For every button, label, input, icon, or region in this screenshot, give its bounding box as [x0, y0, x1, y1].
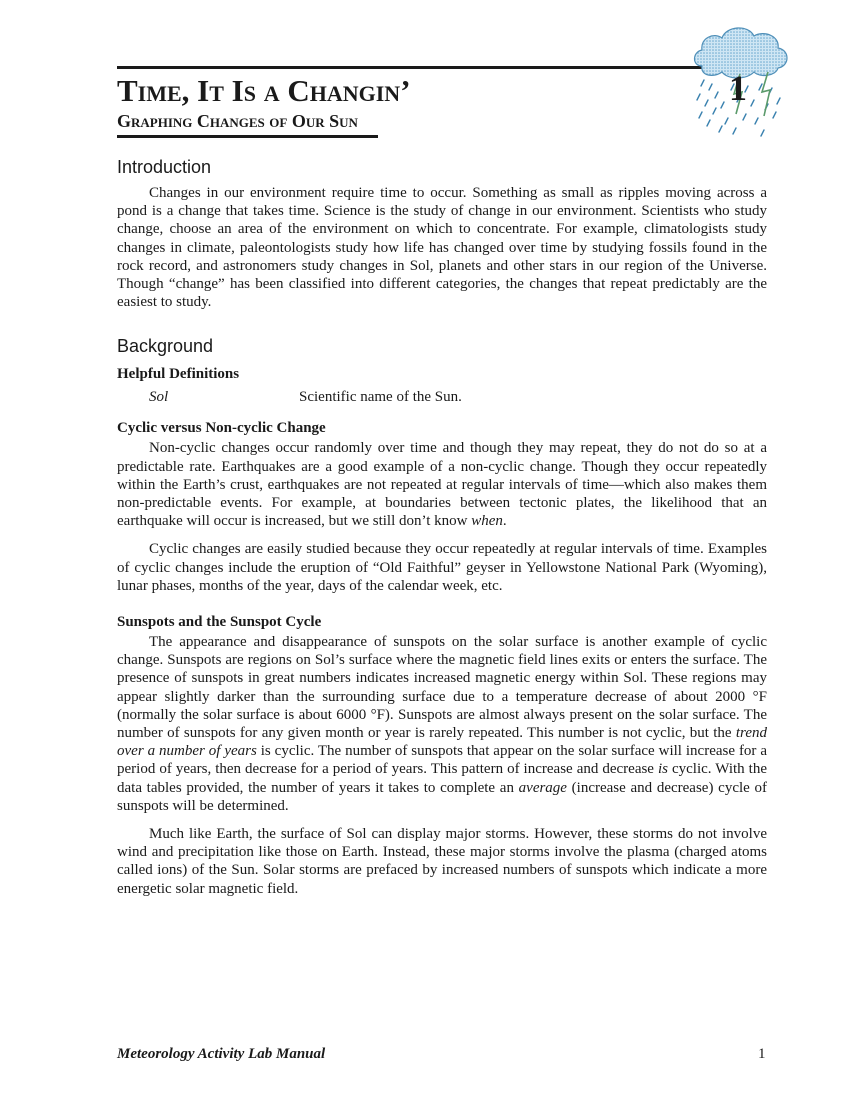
footer-page-number: 1 — [758, 1046, 766, 1062]
sunspots-p1-text-b: is cyclic. The number of sunspots that appear on the solar surface will increase for a period of years, then decrease for a period of years. This pattern of increase and decrease — [117, 743, 768, 778]
sunspots-p1-emphasis-1: trend over a number of years — [117, 725, 767, 760]
sunspots-p1-text-d: (increase and decrease) cycle of sunspots will be determined. — [117, 779, 767, 814]
definition-row — [117, 387, 767, 407]
cyclic-paragraph-2: Cyclic changes are easily studied because they occur repeatedly at regular intervals of time. Examples of cyclic changes include the eruption of “Old Faithful” geyser in Yellowstone National Park (Wyoming), lunar phases, months of the year, days of the calendar week, etc. — [117, 541, 767, 594]
definition-term: Sol — [149, 389, 169, 406]
introduction-heading: Introduction — [117, 157, 212, 177]
sunspots-p1-emphasis-2: is — [657, 761, 668, 778]
sunspots-heading: Sunspots and the Sunspot Cycle — [117, 614, 322, 631]
cyclic-paragraph-1 — [117, 439, 767, 530]
cyclic-p1-emphasis: when — [471, 513, 503, 530]
background-heading: Background — [117, 336, 214, 357]
sunspots-paragraph-2: Much like Earth, the surface of Sol can display major storms. However, these storms do not involve wind and precipitation like those on Earth. Instead, these major storms involve the plasma (charged atoms called ions) of the Sun. Solar storms are prefaced by increased numbers of sunspots which indicate a more energetic solar magnetic field. — [117, 826, 767, 897]
header-top-rule — [117, 66, 722, 69]
sunspots-paragraph-1 — [117, 633, 767, 815]
main-content — [117, 154, 767, 898]
definition-text: Scientific name of the Sun. — [299, 389, 462, 406]
page-title: Time, It Is a Changin’ — [117, 73, 411, 108]
cyclic-p1-end: . — [502, 513, 507, 530]
footer-manual-title: Meteorology Activity Lab Manual — [117, 1046, 326, 1062]
cyclic-p1-text: Non-cyclic changes occur randomly over time and though they may repeat, they do not do so at a predictable rate. Earthquakes are a good example of a non-cyclic change. Though they occur repeatedly within the Earth’s crust, earthquakes are not repeated at regular intervals of time—which also makes them non-predictable events. For example, at boundaries between tectonic plates, the likelihood that an earthquake will occur is increased, but we still don’t know — [117, 440, 767, 530]
sunspots-p1-text-a: The appearance and disappearance of sunspots on the solar surface is another example of cyclic change. Sunspots are regions on Sol’s surface where the magnetic field lines exits or enters the surface. The presence of sunspots in great numbers indicates increased magnetic energy within Sol. These regions may appear slightly darker than the surrounding surface due to a temperature decrease of about 2000 °F (normally the solar surface is about 6000 °F). Sunspots are almost always present on the solar surface. The number of sunspots for any given month or year is rarely repeated. This number is not cyclic, but the — [117, 634, 767, 742]
sunspots-p1-text-c: cyclic. With the data tables provided, the number of years it takes to complete an — [117, 761, 767, 796]
cyclic-heading: Cyclic versus Non-cyclic Change — [117, 420, 326, 437]
sunspots-p1-emphasis-3: average — [518, 779, 567, 796]
introduction-paragraph: Changes in our environment require time to occur. Something as small as ripples moving across a pond is a change that takes time. Science is the study of change in our environment. Scientists who study change, choose an area of the environment on which to concentrate. For example, climatologists study changes in climate, paleontologists study how life has changed over time by studying fossils found in the rock record, and astronomers study changes in Sol, planets and other stars in our region of the Universe. Though “change” has been classified into different categories, the changes that repeat predictably are the easiest to study. — [117, 185, 767, 311]
subtitle-rule — [117, 135, 378, 138]
chapter-number: 1 — [729, 68, 747, 108]
page-subtitle: Graphing Changes of Our Sun — [117, 111, 358, 131]
definitions-heading: Helpful Definitions — [117, 366, 240, 383]
title-block — [117, 74, 411, 132]
